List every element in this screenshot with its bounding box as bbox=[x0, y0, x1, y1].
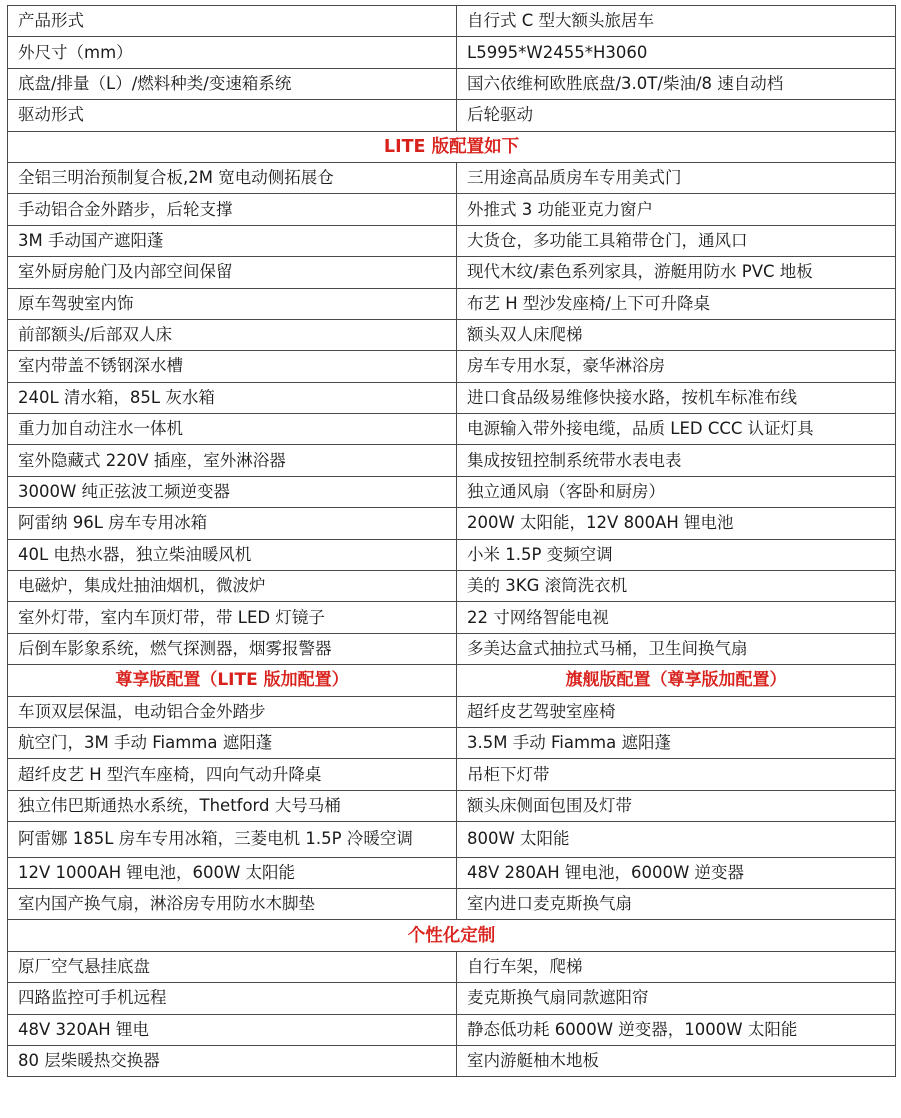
config-item: 电磁炉，集成灶抽油烟机，微波炉 bbox=[8, 571, 457, 602]
premium-item: 超纤皮艺 H 型汽车座椅，四向气动升降桌 bbox=[8, 759, 457, 790]
premium-item: 12V 1000AH 锂电池，600W 太阳能 bbox=[8, 857, 457, 888]
custom-item: 48V 320AH 锂电 bbox=[8, 1014, 457, 1045]
spec-value: 国六依维柯欧胜底盘/3.0T/柴油/8 速自动档 bbox=[457, 68, 896, 99]
config-row bbox=[8, 571, 896, 602]
premium-item: 车顶双层保温，电动铝合金外踏步 bbox=[8, 696, 457, 727]
config-row bbox=[8, 888, 896, 919]
flagship-item: 吊柜下灯带 bbox=[457, 759, 896, 790]
custom-item: 四路监控可手机远程 bbox=[8, 983, 457, 1014]
config-item: 室外厨房舱门及内部空间保留 bbox=[8, 257, 457, 288]
config-item: 进口食品级易维修快接水路，按机车标准布线 bbox=[457, 382, 896, 413]
spec-row bbox=[8, 68, 896, 99]
config-item: 240L 清水箱，85L 灰水箱 bbox=[8, 382, 457, 413]
section-header-custom bbox=[8, 920, 896, 951]
config-row bbox=[8, 857, 896, 888]
config-row bbox=[8, 476, 896, 507]
spec-label: 驱动形式 bbox=[8, 100, 457, 131]
config-item: 室内带盖不锈钢深水槽 bbox=[8, 351, 457, 382]
flagship-item: 室内进口麦克斯换气扇 bbox=[457, 888, 896, 919]
spec-value: 后轮驱动 bbox=[457, 100, 896, 131]
custom-item: 静态低功耗 6000W 逆变器，1000W 太阳能 bbox=[457, 1014, 896, 1045]
config-item: 大货仓，多功能工具箱带仓门，通风口 bbox=[457, 225, 896, 256]
config-row bbox=[8, 162, 896, 193]
config-row bbox=[8, 759, 896, 790]
premium-item: 航空门，3M 手动 Fiamma 遮阳蓬 bbox=[8, 727, 457, 758]
spec-row bbox=[8, 100, 896, 131]
custom-item: 80 层柴暖热交换器 bbox=[8, 1045, 457, 1076]
config-item: 外推式 3 功能亚克力窗户 bbox=[457, 194, 896, 225]
config-row bbox=[8, 351, 896, 382]
flagship-title: 旗舰版配置（尊享版加配置） bbox=[457, 665, 896, 696]
spec-row bbox=[8, 37, 896, 68]
config-item: 40L 电热水器，独立柴油暖风机 bbox=[8, 539, 457, 570]
config-row bbox=[8, 319, 896, 350]
custom-item: 麦克斯换气扇同款遮阳帘 bbox=[457, 983, 896, 1014]
config-row bbox=[8, 790, 896, 821]
custom-title: 个性化定制 bbox=[8, 920, 896, 951]
lite-title: LITE 版配置如下 bbox=[8, 131, 896, 162]
config-row bbox=[8, 445, 896, 476]
section-header-lite bbox=[8, 131, 896, 162]
custom-item: 室内游艇柚木地板 bbox=[457, 1045, 896, 1076]
config-item: 全铝三明治预制复合板,2M 宽电动侧拓展仓 bbox=[8, 162, 457, 193]
config-item: 200W 太阳能，12V 800AH 锂电池 bbox=[457, 508, 896, 539]
spec-value: L5995*W2455*H3060 bbox=[457, 37, 896, 68]
config-item: 后倒车影象系统，燃气探测器，烟雾报警器 bbox=[8, 633, 457, 664]
premium-item: 独立伟巴斯通热水系统，Thetford 大号马桶 bbox=[8, 790, 457, 821]
config-row bbox=[8, 382, 896, 413]
flagship-item: 额头床侧面包围及灯带 bbox=[457, 790, 896, 821]
config-row bbox=[8, 194, 896, 225]
config-row bbox=[8, 225, 896, 256]
config-row bbox=[8, 1045, 896, 1076]
config-item: 室外灯带，室内车顶灯带，带 LED 灯镜子 bbox=[8, 602, 457, 633]
config-row bbox=[8, 633, 896, 664]
config-item: 现代木纹/素色系列家具，游艇用防水 PVC 地板 bbox=[457, 257, 896, 288]
spec-value: 自行式 C 型大额头旅居车 bbox=[457, 6, 896, 37]
config-item: 独立通风扇（客卧和厨房） bbox=[457, 476, 896, 507]
config-item: 22 寸网络智能电视 bbox=[457, 602, 896, 633]
spec-label: 外尺寸（mm） bbox=[8, 37, 457, 68]
config-item: 原车驾驶室内饰 bbox=[8, 288, 457, 319]
config-row bbox=[8, 822, 896, 857]
config-row bbox=[8, 1014, 896, 1045]
flagship-item: 3.5M 手动 Fiamma 遮阳蓬 bbox=[457, 727, 896, 758]
config-item: 阿雷纳 96L 房车专用冰箱 bbox=[8, 508, 457, 539]
config-item: 多美达盒式抽拉式马桶，卫生间换气扇 bbox=[457, 633, 896, 664]
flagship-item: 800W 太阳能 bbox=[457, 822, 896, 857]
config-item: 室外隐藏式 220V 插座，室外淋浴器 bbox=[8, 445, 457, 476]
spec-label: 产品形式 bbox=[8, 6, 457, 37]
config-row bbox=[8, 508, 896, 539]
config-item: 3000W 纯正弦波工频逆变器 bbox=[8, 476, 457, 507]
config-item: 房车专用水泵，豪华淋浴房 bbox=[457, 351, 896, 382]
config-item: 美的 3KG 滚筒洗衣机 bbox=[457, 571, 896, 602]
custom-item: 自行车架，爬梯 bbox=[457, 951, 896, 982]
config-row bbox=[8, 414, 896, 445]
custom-item: 原厂空气悬挂底盘 bbox=[8, 951, 457, 982]
spec-label: 底盘/排量（L）/燃料种类/变速箱系统 bbox=[8, 68, 457, 99]
config-row bbox=[8, 288, 896, 319]
section-header-upgrade bbox=[8, 665, 896, 696]
config-item: 三用途高品质房车专用美式门 bbox=[457, 162, 896, 193]
config-item: 前部额头/后部双人床 bbox=[8, 319, 457, 350]
config-row bbox=[8, 727, 896, 758]
config-row bbox=[8, 983, 896, 1014]
premium-item: 阿雷娜 185L 房车专用冰箱，三菱电机 1.5P 冷暖空调 bbox=[8, 822, 457, 857]
flagship-item: 48V 280AH 锂电池，6000W 逆变器 bbox=[457, 857, 896, 888]
config-item: 额头双人床爬梯 bbox=[457, 319, 896, 350]
premium-title: 尊享版配置（LITE 版加配置） bbox=[8, 665, 457, 696]
config-row bbox=[8, 539, 896, 570]
config-row bbox=[8, 257, 896, 288]
config-item: 3M 手动国产遮阳蓬 bbox=[8, 225, 457, 256]
config-item: 电源输入带外接电缆，品质 LED CCC 认证灯具 bbox=[457, 414, 896, 445]
config-item: 重力加自动注水一体机 bbox=[8, 414, 457, 445]
config-item: 手动铝合金外踏步，后轮支撑 bbox=[8, 194, 457, 225]
spec-table bbox=[7, 5, 896, 1077]
flagship-item: 超纤皮艺驾驶室座椅 bbox=[457, 696, 896, 727]
config-row bbox=[8, 602, 896, 633]
config-item: 布艺 H 型沙发座椅/上下可升降桌 bbox=[457, 288, 896, 319]
config-row bbox=[8, 951, 896, 982]
config-item: 小米 1.5P 变频空调 bbox=[457, 539, 896, 570]
premium-item: 室内国产换气扇，淋浴房专用防水木脚垫 bbox=[8, 888, 457, 919]
spec-row bbox=[8, 6, 896, 37]
config-row bbox=[8, 696, 896, 727]
config-item: 集成按钮控制系统带水表电表 bbox=[457, 445, 896, 476]
